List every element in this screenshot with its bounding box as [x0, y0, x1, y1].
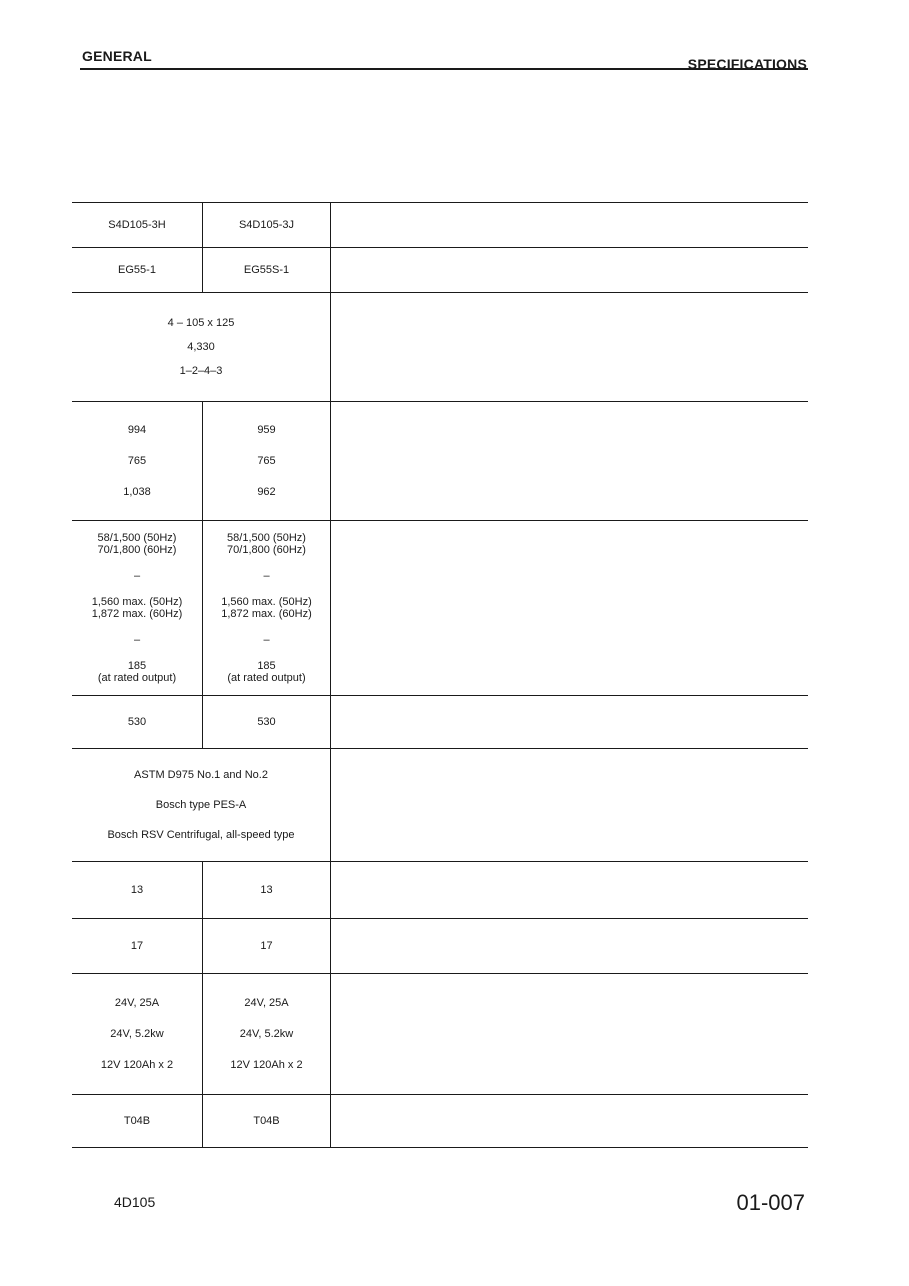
cell-blank — [331, 974, 808, 1094]
cell-turbo-1 — [72, 1095, 203, 1147]
cell-text: 4,330 — [187, 341, 215, 353]
cell-perf-2 — [203, 521, 331, 695]
cell-blank — [331, 1095, 808, 1147]
cell-text: 1,560 max. (50Hz) — [221, 596, 312, 608]
table-row-lubrication — [72, 861, 808, 918]
table-row-model — [72, 202, 808, 247]
cell-text: 530 — [257, 716, 276, 728]
consumption-values — [227, 660, 305, 684]
cell-weight-1 — [72, 696, 203, 748]
cell-blank — [331, 749, 808, 861]
cell-text: 58/1,500 (50Hz) — [227, 532, 306, 544]
cell-blank — [331, 696, 808, 748]
cell-blank — [331, 919, 808, 973]
cell-gen-1 — [72, 248, 203, 292]
spec-table — [72, 202, 808, 1148]
table-row-performance — [72, 520, 808, 695]
cell-text: 1,560 max. (50Hz) — [91, 596, 183, 608]
cell-text: – — [263, 634, 270, 646]
cell-text: Bosch type PES-A — [155, 799, 247, 811]
cell-text: 17 — [260, 940, 273, 952]
cell-cool-2 — [203, 919, 331, 973]
cell-text: – — [263, 570, 270, 582]
footer-model: 4D105 — [114, 1194, 156, 1210]
cell-text: 24V, 5.2kw — [110, 1028, 164, 1040]
page-title: SPECIFICATIONS — [687, 56, 807, 72]
cell-text: 13 — [260, 884, 273, 896]
cell-text: 1,872 max. (60Hz) — [91, 608, 183, 620]
output-values — [227, 532, 306, 556]
table-row-weight — [72, 695, 808, 748]
cell-blank — [331, 203, 808, 247]
cell-text: 24V, 25A — [244, 997, 289, 1009]
cell-model-3h — [72, 203, 203, 247]
cell-text: 962 — [257, 486, 276, 498]
cell-blank — [331, 521, 808, 695]
cell-dim-2 — [203, 402, 331, 520]
cell-elec-2 — [203, 974, 331, 1094]
cell-text: (at rated output) — [97, 672, 177, 684]
cell-text: 1,038 — [123, 486, 151, 498]
cell-text: 24V, 5.2kw — [239, 1028, 294, 1040]
cell-text: (at rated output) — [227, 672, 306, 684]
cell-text: 58/1,500 (50Hz) — [97, 532, 177, 544]
cell-blank — [331, 293, 808, 401]
cell-text: 24V, 25A — [114, 997, 160, 1009]
cell-text: 13 — [130, 884, 144, 896]
cell-model-3j — [203, 203, 331, 247]
cell-text: 185 — [257, 660, 276, 672]
cell-text: 1–2–4–3 — [179, 365, 223, 377]
table-row-electrical — [72, 973, 808, 1094]
cell-text: 70/1,800 (60Hz) — [227, 544, 306, 556]
cell-text: Bosch RSV Centrifugal, all-speed type — [107, 829, 295, 841]
table-row-dimensions — [72, 401, 808, 520]
cell-text: ASTM D975 No.1 and No.2 — [134, 769, 268, 781]
cell-lub-2 — [203, 862, 331, 918]
cell-text: – — [133, 634, 141, 646]
cell-text: 12V 120Ah x 2 — [230, 1059, 303, 1071]
table-row-turbocharger — [72, 1094, 808, 1148]
cell-text: 4 – 105 x 125 — [167, 317, 235, 329]
cell-gen-2 — [203, 248, 331, 292]
cell-cool-1 — [72, 919, 203, 973]
cell-text: 185 — [127, 660, 147, 672]
table-row-fuel — [72, 748, 808, 861]
cell-text: 530 — [127, 716, 147, 728]
cell-cylinders — [72, 293, 331, 401]
cell-text: 959 — [257, 424, 276, 436]
table-row-cylinders — [72, 292, 808, 401]
cell-text: 994 — [127, 424, 147, 436]
cell-text: 765 — [257, 455, 276, 467]
cell-text: T04B — [123, 1115, 151, 1127]
section-label: GENERAL — [82, 48, 152, 64]
cell-text: 765 — [127, 455, 147, 467]
table-row-coolant — [72, 918, 808, 973]
cell-text: S4D105-3J — [238, 219, 295, 231]
cell-text: 12V 120Ah x 2 — [100, 1059, 174, 1071]
cell-text: T04B — [253, 1115, 280, 1127]
cell-text: 1,872 max. (60Hz) — [221, 608, 312, 620]
cell-text: 70/1,800 (60Hz) — [97, 544, 177, 556]
speed-values — [92, 596, 182, 620]
cell-text: – — [133, 570, 141, 582]
consumption-values — [98, 660, 176, 684]
table-row-generator — [72, 247, 808, 292]
cell-blank — [331, 402, 808, 520]
cell-blank — [331, 248, 808, 292]
cell-dim-1 — [72, 402, 203, 520]
cell-text: S4D105-3H — [108, 219, 166, 231]
cell-text: EG55S-1 — [243, 264, 290, 276]
page-number: 01-007 — [736, 1190, 805, 1215]
cell-perf-1 — [72, 521, 203, 695]
cell-text: 17 — [130, 940, 144, 952]
speed-values — [221, 596, 311, 620]
cell-text: EG55-1 — [118, 264, 156, 276]
cell-fuel — [72, 749, 331, 861]
cell-elec-1 — [72, 974, 203, 1094]
cell-turbo-2 — [203, 1095, 331, 1147]
header-rule — [80, 68, 808, 70]
cell-lub-1 — [72, 862, 203, 918]
cell-blank — [331, 862, 808, 918]
output-values — [98, 532, 177, 556]
cell-weight-2 — [203, 696, 331, 748]
